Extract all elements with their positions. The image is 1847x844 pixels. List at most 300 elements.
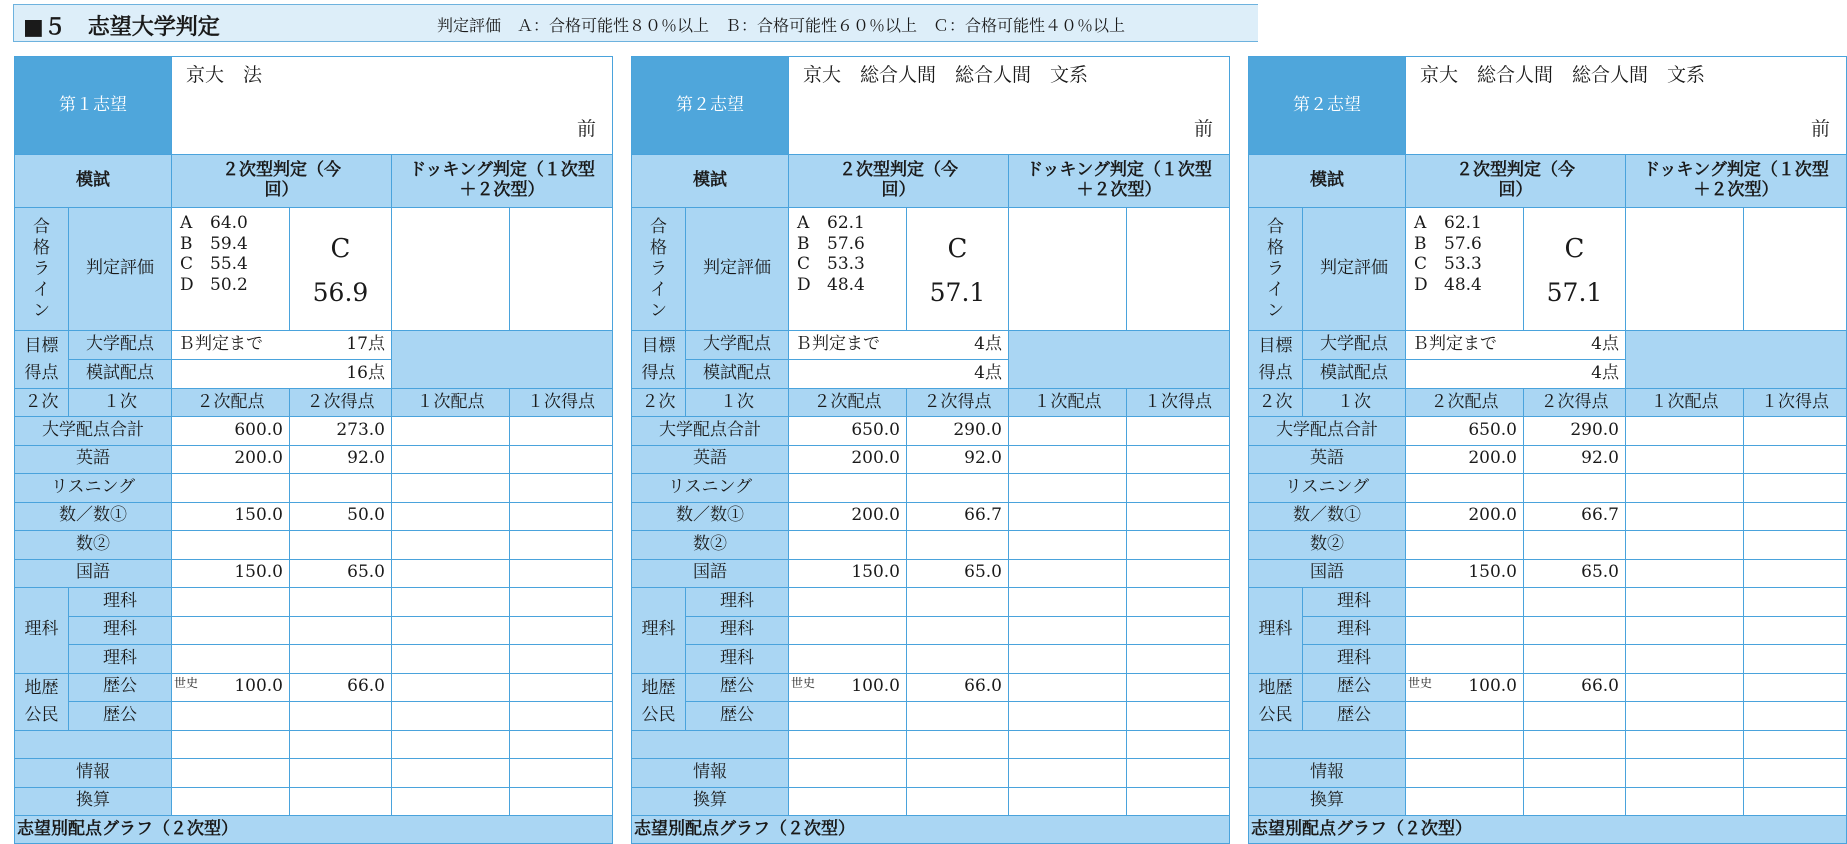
primary-score xyxy=(1744,759,1847,788)
primary-score xyxy=(1744,531,1847,560)
primary-points xyxy=(1626,759,1744,788)
subject-row xyxy=(1249,616,1847,645)
subject-row xyxy=(15,616,613,645)
subject-label: 理科 xyxy=(69,616,172,645)
secondary-score-value xyxy=(907,474,1009,503)
primary-score xyxy=(1744,673,1847,702)
primary-score xyxy=(510,759,613,788)
subject-row xyxy=(632,588,1230,617)
subject-row xyxy=(632,616,1230,645)
primary-points xyxy=(1626,588,1744,617)
primary-score xyxy=(1744,474,1847,503)
grade-result xyxy=(290,208,392,331)
subject-label: 歴公 xyxy=(1303,702,1406,731)
col-primary-points: １次配点 xyxy=(1626,389,1744,417)
primary-points xyxy=(1009,702,1127,731)
primary-score xyxy=(1127,730,1230,759)
univ-points-cell xyxy=(1406,331,1626,360)
secondary-points-value: 100.0 xyxy=(234,676,283,697)
secondary-score-value: 66.7 xyxy=(1524,502,1626,531)
primary-points xyxy=(1009,645,1127,674)
secondary-points-value: 650.0 xyxy=(1468,419,1517,440)
secondary-points xyxy=(789,645,907,674)
subject-label: 数② xyxy=(1249,531,1406,560)
subject-note: 世史 xyxy=(791,676,816,691)
secondary-points xyxy=(172,673,290,702)
primary-points xyxy=(1009,559,1127,588)
secondary-points xyxy=(789,759,907,788)
secondary-points xyxy=(172,445,290,474)
line-grade: A xyxy=(797,213,810,233)
secondary-score-value xyxy=(907,759,1009,788)
subject-row xyxy=(15,474,613,503)
primary-points xyxy=(1009,474,1127,503)
primary-score xyxy=(1744,645,1847,674)
line-value: 57.6 xyxy=(1444,233,1482,254)
primary-score xyxy=(1744,730,1847,759)
subject-label xyxy=(632,730,789,759)
univ-points-value: 4点 xyxy=(1591,334,1619,355)
subject-note xyxy=(789,563,791,583)
primary-points xyxy=(1626,559,1744,588)
primary-score xyxy=(510,417,613,446)
secondary-score-value xyxy=(290,730,392,759)
secondary-points xyxy=(1406,730,1524,759)
docking-eval-a xyxy=(1626,208,1744,331)
primary-score xyxy=(1127,787,1230,816)
primary-score xyxy=(1744,787,1847,816)
judgement-table xyxy=(14,56,613,844)
subject-row xyxy=(632,417,1230,446)
line-grade: D xyxy=(1414,274,1428,295)
docking-label: ドッキング判定（１次型＋２次型） xyxy=(1026,160,1212,200)
secondary-points-value: 100.0 xyxy=(1468,676,1517,697)
primary-score xyxy=(1744,445,1847,474)
secondary-score-value xyxy=(1524,531,1626,560)
primary-score xyxy=(510,616,613,645)
primary-score xyxy=(510,474,613,503)
secondary-points xyxy=(172,531,290,560)
secondary-score-value xyxy=(290,702,392,731)
subject-row xyxy=(15,502,613,531)
mock-points-label: 模試配点 xyxy=(686,360,789,389)
panel-choice-1 xyxy=(14,56,612,844)
university-name: 京大 総合人間 総合人間 文系 xyxy=(803,64,1089,86)
subject-row xyxy=(632,759,1230,788)
target-score-label-cell xyxy=(15,331,69,389)
section-header xyxy=(13,4,1258,42)
social-group-label: 地歴公民 xyxy=(24,677,59,725)
secondary-points xyxy=(172,559,290,588)
col-primary-score: １次得点 xyxy=(1744,389,1847,417)
subject-row xyxy=(15,673,613,702)
secondary-score-value xyxy=(907,531,1009,560)
primary-score xyxy=(1127,445,1230,474)
social-group-cell xyxy=(632,673,686,730)
primary-points xyxy=(392,616,510,645)
primary-points xyxy=(1626,730,1744,759)
subject-note xyxy=(1406,563,1408,583)
subject-label: 歴公 xyxy=(1303,673,1406,702)
secondary-points-value: 100.0 xyxy=(851,676,900,697)
primary-score xyxy=(1127,616,1230,645)
univ-points-cell xyxy=(789,331,1009,360)
subject-row xyxy=(1249,445,1847,474)
judgement-table xyxy=(1248,56,1847,844)
subject-label: 数／数① xyxy=(1249,502,1406,531)
primary-points xyxy=(1009,588,1127,617)
secondary-points xyxy=(172,474,290,503)
science-group-label: 理科 xyxy=(15,588,69,674)
primary-score xyxy=(510,787,613,816)
secondary-judgement-header xyxy=(172,155,392,208)
pass-lines xyxy=(172,208,290,331)
subject-label: 換算 xyxy=(15,787,172,816)
primary-points xyxy=(392,502,510,531)
subject-label: リスニング xyxy=(1249,474,1406,503)
grade-eval-label: 判定評価 xyxy=(69,208,172,331)
subject-label: 歴公 xyxy=(686,702,789,731)
primary-score xyxy=(1744,588,1847,617)
subject-label: 歴公 xyxy=(69,702,172,731)
primary-score xyxy=(510,559,613,588)
subject-label: 理科 xyxy=(686,645,789,674)
primary-score xyxy=(510,730,613,759)
primary-score xyxy=(510,588,613,617)
subject-label xyxy=(15,730,172,759)
secondary-score-value xyxy=(907,616,1009,645)
secondary-score-value xyxy=(1524,787,1626,816)
secondary-points-value: 150.0 xyxy=(851,562,900,583)
docking-label: ドッキング判定（１次型＋２次型） xyxy=(409,160,595,200)
primary-score xyxy=(1127,474,1230,503)
primary-score xyxy=(1127,588,1230,617)
col-primary-score: １次得点 xyxy=(1127,389,1230,417)
line-grade: B xyxy=(797,233,810,254)
secondary-judgement-label: ２次型判定（今回） xyxy=(839,160,958,200)
subject-row xyxy=(632,645,1230,674)
primary-points xyxy=(1626,417,1744,446)
line-grade: C xyxy=(180,254,194,275)
secondary-score-value xyxy=(290,588,392,617)
mock-points-label: 模試配点 xyxy=(1303,360,1406,389)
primary-score xyxy=(1127,502,1230,531)
subject-row xyxy=(15,702,613,731)
col-primary: １次 xyxy=(69,389,172,417)
panel-choice-3-partial xyxy=(1248,56,1846,844)
pass-line-label: 合格ライン xyxy=(650,216,667,321)
secondary-points xyxy=(1406,559,1524,588)
col-secondary-score: ２次得点 xyxy=(907,389,1009,417)
subject-label: 英語 xyxy=(15,445,172,474)
graph-section-title: 志望別配点グラフ（２次型） xyxy=(1249,816,1847,844)
subject-row xyxy=(1249,502,1847,531)
secondary-points xyxy=(789,702,907,731)
primary-score xyxy=(1127,417,1230,446)
secondary-score-value xyxy=(290,787,392,816)
secondary-score-value xyxy=(1524,702,1626,731)
subject-note xyxy=(789,506,791,526)
subject-row xyxy=(632,559,1230,588)
subject-note: 世史 xyxy=(174,676,199,691)
secondary-points xyxy=(172,502,290,531)
col-secondary: ２次 xyxy=(632,389,686,417)
secondary-score-value: 290.0 xyxy=(1524,417,1626,446)
subject-note xyxy=(1406,421,1408,441)
secondary-points xyxy=(1406,673,1524,702)
line-grade: A xyxy=(180,213,193,233)
secondary-points-value: 150.0 xyxy=(234,505,283,526)
primary-points xyxy=(392,531,510,560)
subject-label: 数② xyxy=(15,531,172,560)
secondary-points xyxy=(172,759,290,788)
subject-note xyxy=(172,506,174,526)
secondary-score-value: 66.0 xyxy=(290,673,392,702)
b-until-label: Ｂ判定まで xyxy=(178,334,263,355)
univ-points-value: 4点 xyxy=(974,334,1002,355)
docking-target-blank xyxy=(1626,331,1847,389)
primary-points xyxy=(1009,759,1127,788)
mock-header: 模試 xyxy=(1249,155,1406,208)
docking-eval-b xyxy=(510,208,613,331)
secondary-score-value: 65.0 xyxy=(907,559,1009,588)
secondary-score-value: 65.0 xyxy=(1524,559,1626,588)
subject-row xyxy=(632,702,1230,731)
subject-row xyxy=(632,531,1230,560)
secondary-score-value: 290.0 xyxy=(907,417,1009,446)
primary-points xyxy=(392,559,510,588)
target-score-label-cell xyxy=(1249,331,1303,389)
col-secondary-points: ２次配点 xyxy=(789,389,907,417)
section-title: ■５ 志望大学判定 xyxy=(23,15,220,40)
subject-row xyxy=(632,474,1230,503)
secondary-points xyxy=(172,588,290,617)
secondary-points xyxy=(172,417,290,446)
university-name: 京大 法 xyxy=(186,64,263,86)
subject-row xyxy=(1249,673,1847,702)
subject-note xyxy=(789,421,791,441)
subject-row xyxy=(632,445,1230,474)
subject-row xyxy=(1249,759,1847,788)
graph-section-title: 志望別配点グラフ（２次型） xyxy=(15,816,613,844)
col-primary: １次 xyxy=(686,389,789,417)
secondary-points xyxy=(789,474,907,503)
secondary-points xyxy=(1406,502,1524,531)
docking-header xyxy=(1626,155,1847,208)
univ-points-cell xyxy=(172,331,392,360)
secondary-points xyxy=(1406,702,1524,731)
primary-points xyxy=(392,759,510,788)
subject-label: 数② xyxy=(632,531,789,560)
secondary-score-value xyxy=(1524,759,1626,788)
line-value: 53.3 xyxy=(827,254,865,275)
primary-points xyxy=(392,588,510,617)
primary-score xyxy=(510,502,613,531)
subject-label: 理科 xyxy=(69,645,172,674)
primary-score xyxy=(1127,559,1230,588)
subject-row xyxy=(632,730,1230,759)
university-cell xyxy=(789,57,1230,155)
subject-row xyxy=(1249,559,1847,588)
secondary-score-value: 92.0 xyxy=(1524,445,1626,474)
university-cell xyxy=(172,57,613,155)
subject-row xyxy=(1249,787,1847,816)
secondary-points xyxy=(789,588,907,617)
secondary-points-value: 150.0 xyxy=(1468,562,1517,583)
subject-note xyxy=(789,449,791,469)
secondary-points-value: 200.0 xyxy=(234,448,283,469)
primary-score xyxy=(510,645,613,674)
line-grade: A xyxy=(1414,213,1427,233)
subject-row xyxy=(15,417,613,446)
subject-label: 大学配点合計 xyxy=(632,417,789,446)
line-value: 57.6 xyxy=(827,233,865,254)
secondary-score-value xyxy=(907,588,1009,617)
col-secondary-score: ２次得点 xyxy=(1524,389,1626,417)
secondary-points xyxy=(1406,588,1524,617)
primary-score xyxy=(1744,702,1847,731)
secondary-points xyxy=(172,730,290,759)
deviation-score: 57.1 xyxy=(1546,277,1603,307)
subject-row xyxy=(15,759,613,788)
social-group-cell xyxy=(1249,673,1303,730)
subject-row xyxy=(632,787,1230,816)
mock-points-cell xyxy=(789,360,1009,389)
primary-points xyxy=(1009,417,1127,446)
line-value: 50.2 xyxy=(210,274,248,295)
col-secondary: ２次 xyxy=(1249,389,1303,417)
subject-label: 理科 xyxy=(69,588,172,617)
subject-label: 換算 xyxy=(1249,787,1406,816)
subject-label: 理科 xyxy=(686,588,789,617)
secondary-score-value: 273.0 xyxy=(290,417,392,446)
target-score-label: 目標得点 xyxy=(24,335,59,383)
secondary-score-value xyxy=(1524,588,1626,617)
secondary-points xyxy=(789,787,907,816)
secondary-score-value: 65.0 xyxy=(290,559,392,588)
subject-label: 英語 xyxy=(632,445,789,474)
secondary-score-value: 66.7 xyxy=(907,502,1009,531)
secondary-score-value xyxy=(290,759,392,788)
primary-points xyxy=(1626,531,1744,560)
secondary-points xyxy=(789,616,907,645)
social-group-label: 地歴公民 xyxy=(641,677,676,725)
secondary-score-value xyxy=(907,787,1009,816)
secondary-score-value: 92.0 xyxy=(907,445,1009,474)
science-group-label: 理科 xyxy=(1249,588,1303,674)
judgement-table xyxy=(631,56,1230,844)
primary-score xyxy=(1127,673,1230,702)
target-score-label-cell xyxy=(632,331,686,389)
primary-points xyxy=(1626,616,1744,645)
b-until-label: Ｂ判定まで xyxy=(1412,334,1497,355)
subject-row xyxy=(15,787,613,816)
secondary-points xyxy=(172,787,290,816)
secondary-score-value xyxy=(907,702,1009,731)
secondary-score-value xyxy=(907,645,1009,674)
secondary-points xyxy=(789,730,907,759)
subject-row xyxy=(1249,474,1847,503)
choice-rank: 第２志望 xyxy=(1249,57,1406,155)
primary-score xyxy=(1127,645,1230,674)
primary-points xyxy=(1009,502,1127,531)
subject-label: 情報 xyxy=(632,759,789,788)
secondary-judgement-label: ２次型判定（今回） xyxy=(222,160,341,200)
target-score-label: 目標得点 xyxy=(1258,335,1293,383)
secondary-points-value: 200.0 xyxy=(851,505,900,526)
univ-points-label: 大学配点 xyxy=(686,331,789,360)
primary-score xyxy=(510,702,613,731)
secondary-judgement-header xyxy=(1406,155,1626,208)
subject-label: リスニング xyxy=(632,474,789,503)
grade-eval-label: 判定評価 xyxy=(1303,208,1406,331)
university-cell xyxy=(1406,57,1847,155)
secondary-points xyxy=(172,645,290,674)
b-until-label: Ｂ判定まで xyxy=(795,334,880,355)
secondary-points xyxy=(1406,645,1524,674)
subject-row xyxy=(1249,702,1847,731)
exam-schedule: 前 xyxy=(1193,118,1213,140)
docking-label: ドッキング判定（１次型＋２次型） xyxy=(1643,160,1829,200)
pass-line-label: 合格ライン xyxy=(1267,216,1284,321)
col-secondary: ２次 xyxy=(15,389,69,417)
primary-points xyxy=(392,417,510,446)
primary-points xyxy=(1009,673,1127,702)
secondary-points-value: 200.0 xyxy=(1468,448,1517,469)
subject-label: リスニング xyxy=(15,474,172,503)
subject-label: 数／数① xyxy=(632,502,789,531)
secondary-score-value xyxy=(290,531,392,560)
primary-score xyxy=(1744,417,1847,446)
choice-rank: 第１志望 xyxy=(15,57,172,155)
col-primary: １次 xyxy=(1303,389,1406,417)
col-primary-points: １次配点 xyxy=(1009,389,1127,417)
subject-row xyxy=(632,673,1230,702)
secondary-score-value xyxy=(907,730,1009,759)
secondary-points xyxy=(1406,445,1524,474)
primary-score xyxy=(510,531,613,560)
grade-letter: C xyxy=(947,233,968,264)
subject-row xyxy=(632,502,1230,531)
pass-line-label-cell xyxy=(15,208,69,331)
subject-label: 数／数① xyxy=(15,502,172,531)
subject-row xyxy=(1249,531,1847,560)
line-value: 48.4 xyxy=(1444,274,1482,295)
secondary-points xyxy=(172,702,290,731)
subject-label: 情報 xyxy=(15,759,172,788)
panel-choice-2 xyxy=(631,56,1229,844)
docking-eval-b xyxy=(1127,208,1230,331)
subject-row xyxy=(1249,730,1847,759)
subject-note xyxy=(1406,506,1408,526)
secondary-score-value: 66.0 xyxy=(907,673,1009,702)
target-score-label: 目標得点 xyxy=(641,335,676,383)
subject-note xyxy=(172,563,174,583)
subject-label xyxy=(1249,730,1406,759)
graph-section-title: 志望別配点グラフ（２次型） xyxy=(632,816,1230,844)
docking-eval-b xyxy=(1744,208,1847,331)
subject-label: 大学配点合計 xyxy=(1249,417,1406,446)
primary-points xyxy=(1009,445,1127,474)
docking-eval-a xyxy=(392,208,510,331)
subject-row xyxy=(15,645,613,674)
col-secondary-score: ２次得点 xyxy=(290,389,392,417)
subject-label: 理科 xyxy=(686,616,789,645)
primary-score xyxy=(510,673,613,702)
primary-points xyxy=(1626,445,1744,474)
deviation-score: 56.9 xyxy=(312,277,369,307)
secondary-points xyxy=(1406,417,1524,446)
